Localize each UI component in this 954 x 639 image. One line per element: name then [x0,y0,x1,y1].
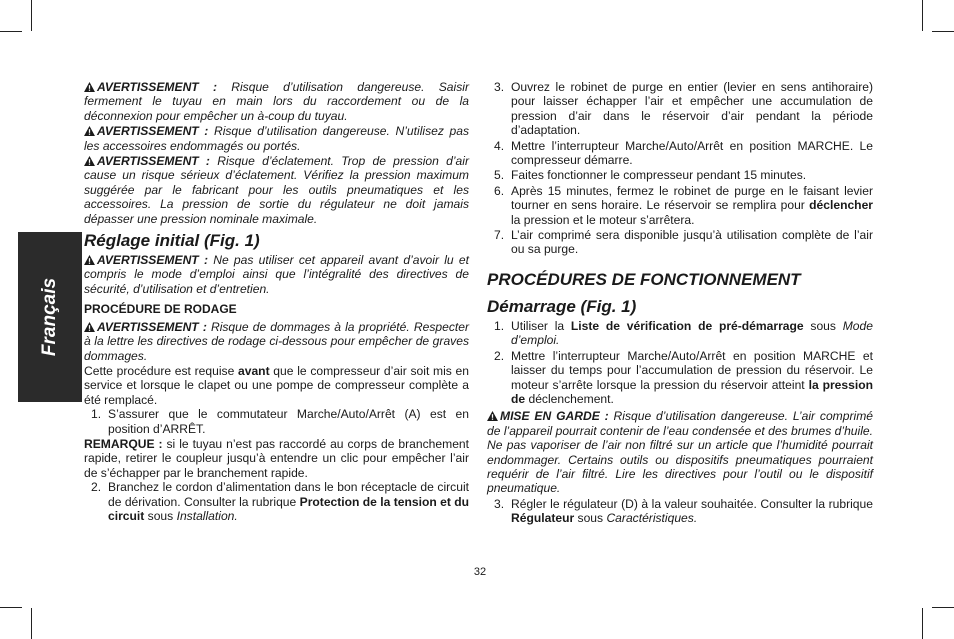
warning-icon [84,156,95,166]
crop-mark [922,608,923,639]
warning-paragraph: AVERTISSEMENT : Risque d’éclatement. Trop de pression d’air cause un risque sérieux d’éclatement. Vérifiez la pression maximum suggérée par le fabricant pour les outils pneumatiques et les accessoires. La pression de sortie du régulateur ne doit jamais dépasser une pression nominale maximale. [84,154,469,226]
crop-mark [932,607,954,608]
page-number: 32 [473,566,487,578]
warning-icon [84,82,95,92]
warning-paragraph: AVERTISSEMENT : Risque de dommages à la propriété. Respecter à la lettre les directives de rodage ci-dessous pour empêcher de graves dommages. [84,319,469,363]
step-list [84,480,469,523]
procedure-title: PROCÉDURE DE RODAGE [84,302,237,317]
warning-icon [84,322,95,332]
warning-paragraph: AVERTISSEMENT : Risque d’utilisation dangereuse. N’utilisez pas les accessoires endommagés ou portés. [84,124,469,153]
warning-paragraph: AVERTISSEMENT : Risque d’utilisation dangereuse. Saisir fermement le tuyau en main lors du raccordement ou de la déconnexion pour empêcher un à-coup du tuyau. [84,80,469,123]
crop-mark [0,607,22,608]
language-tab [18,232,82,402]
crop-mark [0,31,22,32]
left-column [84,80,469,524]
step-list [487,80,873,257]
list-item: 2. Branchez le cordon d’alimentation dans le bon réceptacle de circuit de dérivation. Consulter la rubrique Protection de la tension et du circuit sous Installation. [91,480,469,523]
crop-mark [31,608,32,639]
list-item: 4. Mettre l’interrupteur Marche/Auto/Arrêt en position MARCHE. Le compresseur démarre. [494,138,873,168]
section-heading-demarrage: Démarrage (Fig. 1) [487,296,637,316]
warning-paragraph: AVERTISSEMENT : Ne pas utiliser cet appareil avant d’avoir lu et compris le mode d’emploi ainsi que l’intégralité des directives de sécurité, d’utilisation et d’entretien. [84,253,469,296]
section-heading-reglage: Réglage initial (Fig. 1) [84,231,260,251]
list-item: 2. Mettre l’interrupteur Marche/Auto/Arrêt en position MARCHE et laisser du temps pour l’accumulation de pression du réservoir. Le moteur s’arrête lorsque la pression du réservoir atteint la pression de déclenchement. [494,348,873,406]
list-item: 1. Utiliser la Liste de vérification de pré-démarrage sous Mode d’emploi. [494,318,873,348]
warning-icon [84,126,95,136]
section-heading-procedures: PROCÉDURES DE FONCTIONNEMENT [487,269,801,289]
crop-mark [922,0,923,31]
list-item: 3. Ouvrez le robinet de purge en entier (levier en sens antihoraire) pour laisser échapper l’air et empêcher une accumulation de pression d’air dans le réservoir d’air pendant la période d’adaptation. [494,80,873,138]
warning-icon [84,255,95,265]
step-list [487,497,873,526]
crop-mark [31,0,32,31]
list-item: 5. Faites fonctionner le compresseur pendant 15 minutes. [494,168,807,183]
remarque-paragraph: REMARQUE : si le tuyau n’est pas raccordé au corps de branchement rapide, retirer le coupleur jusqu’à entendre un clic pour empêcher l’air de s’échapper par le branchement rapide. [84,436,470,480]
warning-icon [487,411,498,421]
list-item: 1. S’assurer que le commutateur Marche/Auto/Arrêt (A) est en position d’ARRÊT. [91,407,469,436]
crop-mark [932,31,954,32]
caution-paragraph: MISE EN GARDE : Risque d’utilisation dangereuse. L’air comprimé de l’appareil pourrait contenir de l’eau condensée et des brumes d’huile. Ne pas vaporiser de l’air non filtré sur un article que l’humidité pourrait endommager. Certains outils ou dispositifs pneumatiques pourraient requérir de l’air filtré. Lire les directives pour l’outil ou le dispositif pneumatique. [487,409,873,496]
body-paragraph: Cette procédure est requise avant que le compresseur d’air soit mis en service et lorsque le clapet ou une pompe de compresseur complète a été remplacé. [84,363,469,407]
step-list [84,407,469,436]
list-item: 6. Après 15 minutes, fermez le robinet de purge en le faisant levier tourner en sens horaire. Le réservoir se remplira pour déclencher la pression et le moteur s’arrêtera. [494,183,873,227]
list-item: 7. L’air comprimé sera disponible jusqu’à utilisation complète de l’air ou sa purge. [494,228,873,257]
right-column [487,80,873,527]
step-list [487,319,873,406]
list-item: 3. Régler le régulateur (D) à la valeur souhaitée. Consulter la rubrique Régulateur sous Caractéristiques. [494,496,873,526]
language-tab-label: Français [39,277,60,357]
